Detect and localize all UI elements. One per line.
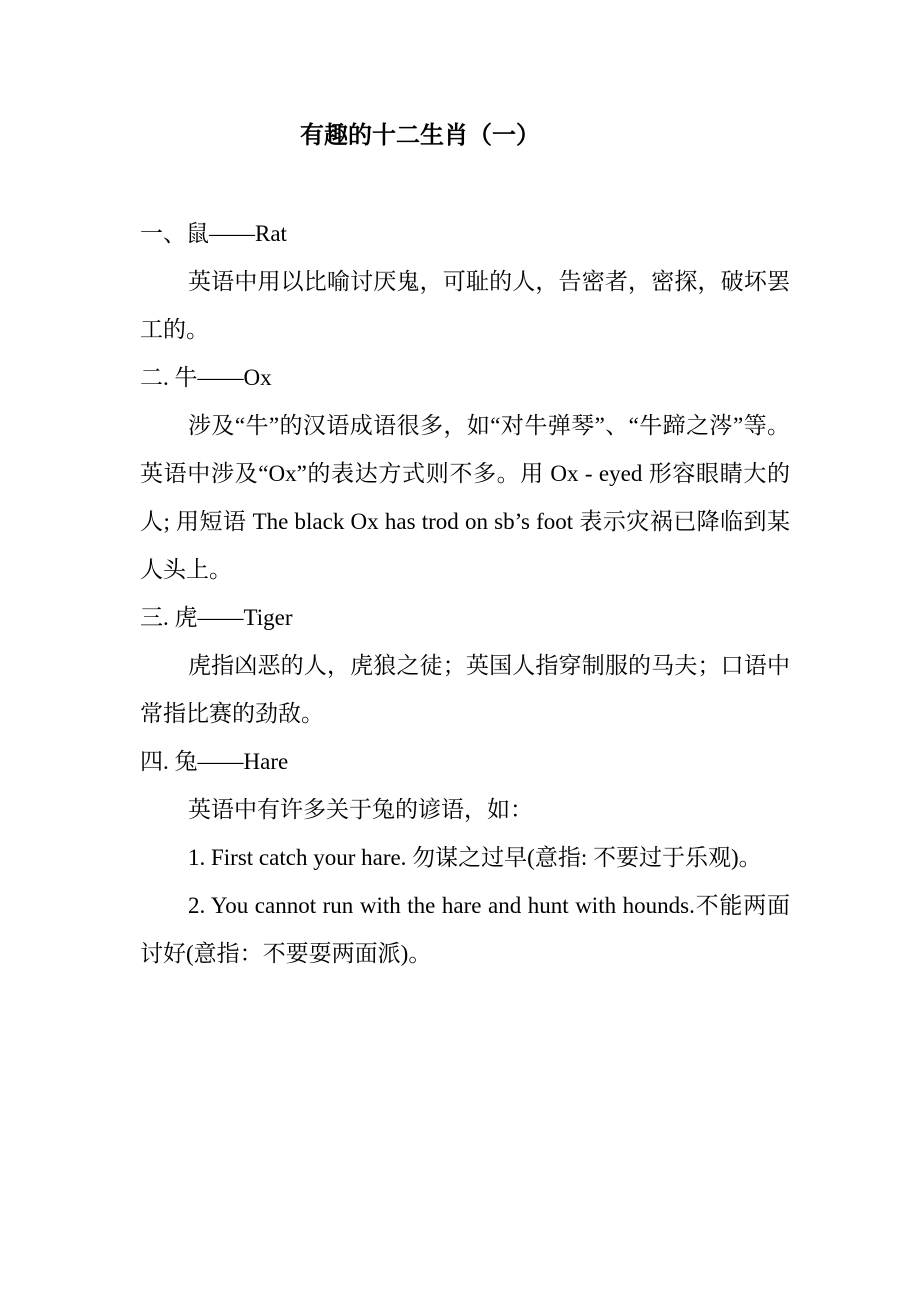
section-paragraph: 英语中用以比喻讨厌鬼，可耻的人，告密者，密探，破坏罢工的。 <box>140 269 790 342</box>
section-tiger <box>140 594 790 738</box>
section-rat <box>140 210 790 354</box>
section-heading: 一、鼠——Rat <box>140 221 287 246</box>
section-ox <box>140 354 790 594</box>
section-paragraph: 英语中有许多关于兔的谚语，如： <box>188 797 533 822</box>
section-paragraph: 涉及“牛”的汉语成语很多，如“对牛弹琴”、“牛蹄之涔”等。英语中涉及“Ox”的表达方式则不多。用 Ox - eyed 形容眼睛大的人; 用短语 The black Ox has trod on sb’s foot 表示灾祸已降临到某人头上。 <box>140 413 790 582</box>
proverb-item: 2. You cannot run with the hare and hunt with hounds.不能两面讨好(意指：不要耍两面派)。 <box>140 893 790 966</box>
section-hare <box>140 738 790 978</box>
section-heading: 二. 牛——Ox <box>140 365 272 390</box>
section-heading: 四. 兔——Hare <box>140 749 289 774</box>
document-body <box>140 210 790 978</box>
document-title: 有趣的十二生肖（一） <box>300 123 540 149</box>
section-paragraph: 虎指凶恶的人，虎狼之徒；英国人指穿制服的马夫；口语中常指比赛的劲敌。 <box>140 653 790 726</box>
proverb-item: 1. First catch your hare. 勿谋之过早(意指: 不要过于乐观)。 <box>188 845 762 870</box>
section-heading: 三. 虎——Tiger <box>140 605 293 630</box>
